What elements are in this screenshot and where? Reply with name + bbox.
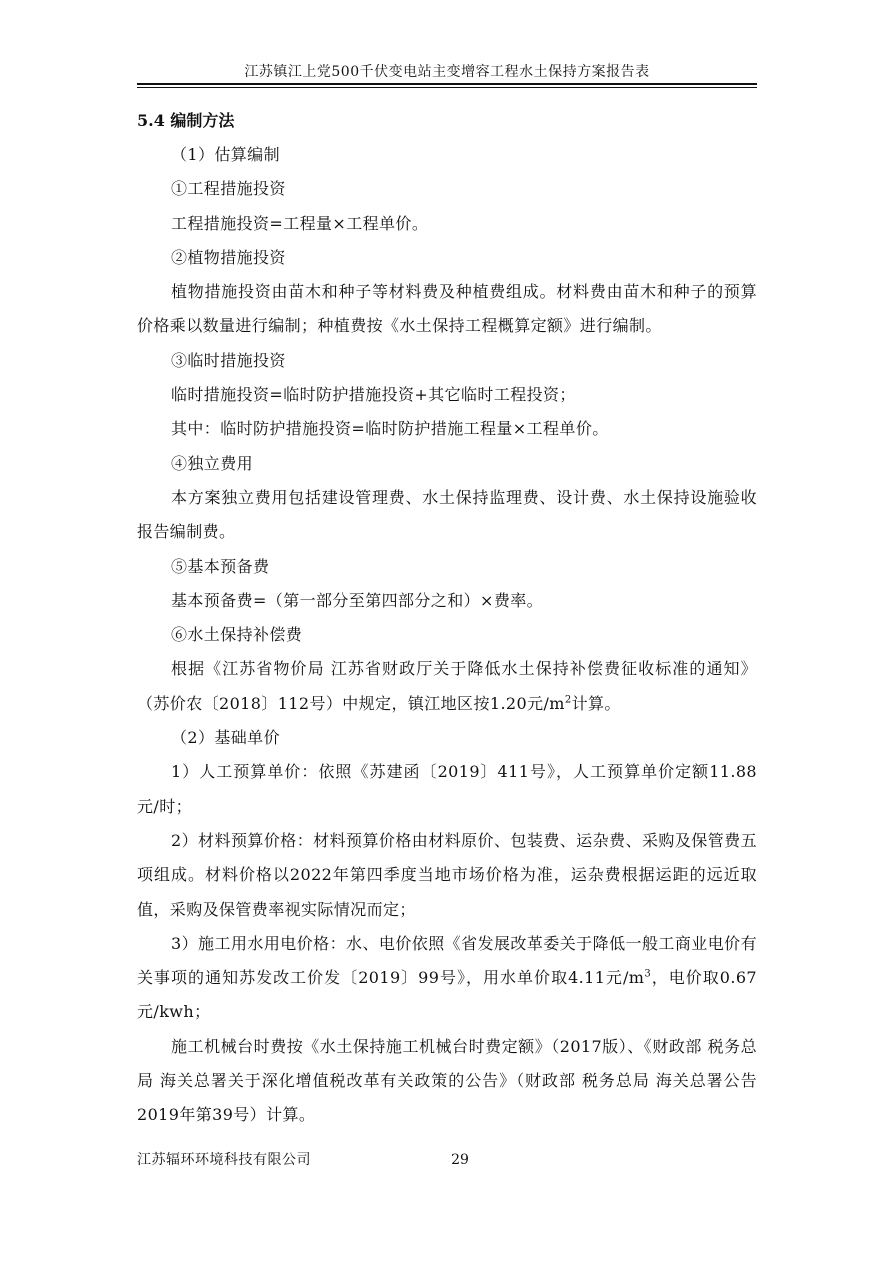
paragraph-compensation-heading: ⑥水土保持补偿费 [171, 625, 303, 645]
paragraph-engineering-heading: ①工程措施投资 [171, 179, 286, 199]
paragraph-temporary-heading: ③临时措施投资 [171, 350, 286, 370]
paragraph-utilities-price [137, 927, 757, 1030]
paragraph-independent-heading: ④独立费用 [171, 453, 254, 473]
compensation-superscript: 2 [564, 694, 572, 706]
paragraph-machinery: 施工机械台时费按《水土保持施工机械台时费定额》（2017版）、《财政部 税务总局 海关总署关于深化增值税改革有关政策的公告》（财政部 税务总局 海关总署公告2019年第39号）计算。 [137, 1036, 757, 1125]
footer-company: 江苏辐环环境科技有限公司 [137, 1152, 311, 1168]
document-body [137, 104, 757, 1133]
paragraph-engineering-formula: 工程措施投资=工程量×工程单价。 [171, 213, 429, 233]
utilities-text: 3）施工用水用电价格：水、电价依照《省发展改革委关于降低一般工商业电价有关事项的通知苏发改工价发〔2019〕99号》，用水单价取4.11元/m [137, 933, 757, 988]
utilities-tail: ，电价取0.67元/kwh； [137, 968, 757, 1022]
header-rule-thin [137, 87, 757, 88]
paragraph-independent-body: 本方案独立费用包括建设管理费、水土保持监理费、设计费、水土保持设施验收报告编制费。 [137, 487, 757, 542]
paragraph-reserve-heading: ⑤基本预备费 [171, 556, 270, 576]
page-header: 江苏镇江上党500千伏变电站主变增容工程水土保持方案报告表 [244, 64, 650, 80]
paragraph-plant-body: 植物措施投资由苗木和种子等材料费及种植费组成。材料费由苗木和种子的预算价格乘以数量进行编制；种植费按《水土保持工程概算定额》进行编制。 [137, 282, 757, 336]
section-title: 5.4 编制方法 [137, 111, 235, 130]
header-rule-thick [137, 83, 757, 85]
paragraph-reserve-formula: 基本预备费=（第一部分至第四部分之和）×费率。 [171, 590, 544, 610]
utilities-superscript: 3 [644, 968, 652, 980]
page-number: 29 [451, 1152, 469, 1168]
paragraph-temporary-formula: 临时措施投资=临时防护措施投资+其它临时工程投资； [171, 385, 576, 405]
paragraph-labor-price: 1）人工预算单价：依照《苏建函〔2019〕411号》，人工预算单价定额11.88元/时； [137, 762, 757, 816]
paragraph-compensation-body [137, 652, 757, 721]
paragraph-estimate-heading: （1）估算编制 [171, 145, 280, 164]
paragraph-temporary-detail: 其中：临时防护措施投资=临时防护措施工程量×工程单价。 [171, 419, 609, 439]
paragraph-material-price: 2）材料预算价格：材料预算价格由材料原价、包装费、运杂费、采购及保管费五项组成。材料价格以2022年第四季度当地市场价格为准，运杂费根据运距的远近取值，采购及保管费率视实际情况而定； [137, 830, 757, 919]
paragraph-plant-heading: ②植物措施投资 [171, 247, 286, 267]
compensation-tail: 计算。 [571, 693, 621, 713]
paragraph-basic-price-heading: （2）基础单价 [171, 728, 280, 748]
compensation-text: 根据《江苏省物价局 江苏省财政厅关于降低水土保持补偿费征收标准的通知》（苏价农〔2018〕112号）中规定，镇江地区按1.20元/m [137, 659, 757, 713]
